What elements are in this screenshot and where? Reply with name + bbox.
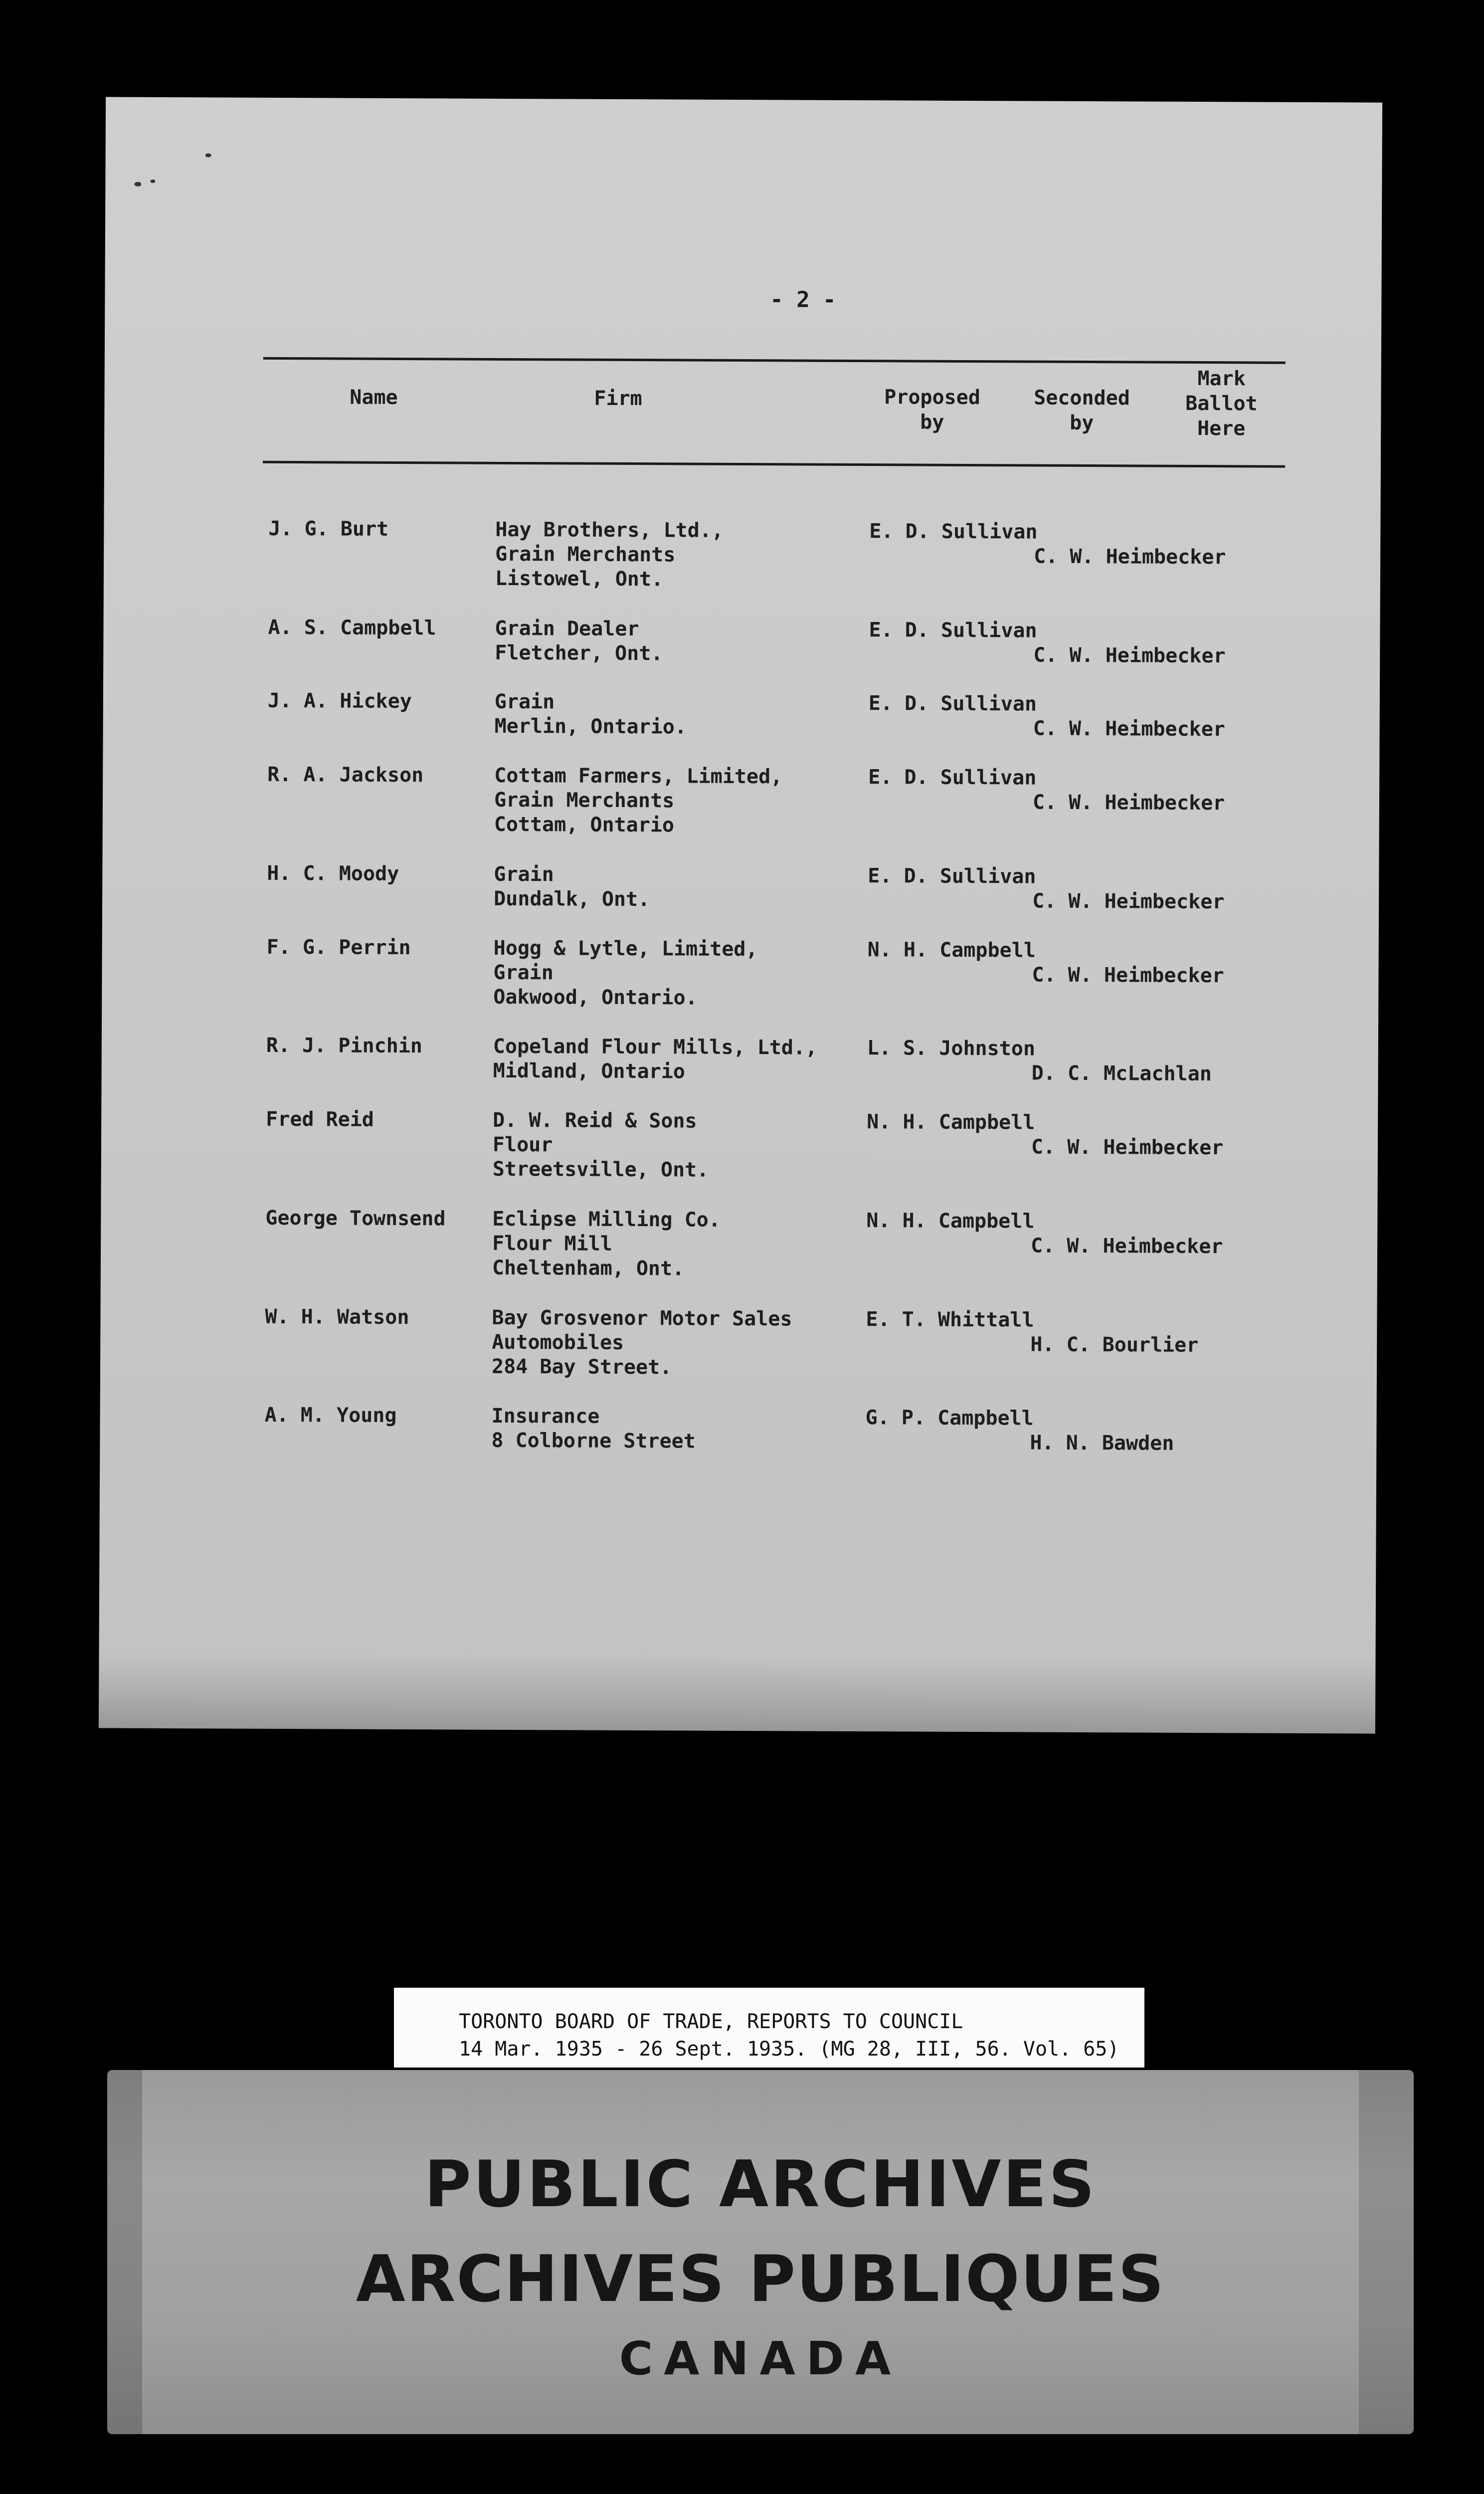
nominee-name: R. J. Pinchin — [266, 1034, 423, 1058]
label-line-2: 14 Mar. 1935 - 26 Sept. 1935. (MG 28, III, 56. Vol. 65) — [459, 2038, 1119, 2061]
seconded-by: C. W. Heimbecker — [1033, 717, 1226, 741]
nominee-name: A. S. Campbell — [268, 616, 436, 640]
proposed-by: G. P. Campbell — [865, 1406, 1034, 1430]
nominee-firm: Hay Brothers, Ltd., Grain Merchants Listowel, Ont. — [495, 518, 724, 591]
page-shadow — [99, 1653, 1376, 1733]
proposed-by: N. H. Campbell — [867, 938, 1036, 962]
header-proposed-by: Proposed by — [884, 386, 980, 434]
proposed-by: N. H. Campbell — [866, 1209, 1035, 1233]
stamp-canada: CANADA — [619, 2332, 902, 2385]
seconded-by: C. W. Heimbecker — [1031, 1135, 1224, 1160]
seconded-by: C. W. Heimbecker — [1032, 889, 1225, 914]
nominee-name: F. G. Perrin — [266, 935, 411, 960]
proposed-by: E. D. Sullivan — [869, 520, 1038, 544]
document-page — [99, 97, 1382, 1733]
nominee-name: W. H. Watson — [265, 1305, 409, 1329]
nominee-firm: Grain Dealer Fletcher, Ont. — [495, 617, 663, 665]
seconded-by: C. W. Heimbecker — [1033, 643, 1226, 668]
nominee-firm: Hogg & Lytle, Limited, Grain Oakwood, Ontario. — [493, 936, 758, 1010]
archive-folder — [107, 2070, 1414, 2434]
stamp-public-archives: PUBLIC ARCHIVES — [424, 2147, 1097, 2222]
header-name: Name — [350, 386, 398, 409]
proposed-by: N. H. Campbell — [867, 1110, 1035, 1134]
proposed-by: E. D. Sullivan — [868, 864, 1036, 888]
archive-reference-label — [394, 1988, 1144, 2068]
nominee-firm: Grain Dundalk, Ont. — [494, 862, 650, 911]
nominee-name: Fred Reid — [266, 1107, 374, 1131]
nominee-firm: Eclipse Milling Co. Flour Mill Cheltenham, Ont. — [492, 1207, 721, 1280]
header-seconded-by: Seconded by — [1034, 386, 1130, 435]
proposed-by: E. D. Sullivan — [868, 692, 1037, 716]
nominee-firm: Insurance 8 Colborne Street — [491, 1404, 696, 1453]
nominee-firm: Grain Merlin, Ontario. — [494, 690, 687, 739]
header-top-rule — [263, 357, 1286, 364]
page-number: - 2 - — [770, 287, 836, 313]
proposed-by: E. D. Sullivan — [868, 766, 1037, 790]
nominee-firm: Bay Grosvenor Motor Sales Automobiles 284 Bay Street. — [491, 1306, 792, 1379]
nominee-firm: Cottam Farmers, Limited, Grain Merchants Cottam, Ontario — [494, 764, 783, 837]
seconded-by: H. C. Bourlier — [1030, 1333, 1199, 1357]
nominee-name: H. C. Moody — [267, 861, 399, 886]
ink-speck — [150, 180, 155, 183]
header-bottom-rule — [263, 461, 1285, 468]
proposed-by: E. T. Whittall — [866, 1308, 1034, 1332]
label-line-1: TORONTO BOARD OF TRADE, REPORTS TO COUNCIL — [459, 2010, 963, 2033]
stamp-archives-publiques: ARCHIVES PUBLIQUES — [356, 2242, 1165, 2316]
nominee-name: J. G. Burt — [268, 517, 389, 541]
header-firm: Firm — [594, 387, 642, 411]
seconded-by: D. C. McLachlan — [1031, 1061, 1212, 1086]
seconded-by: C. W. Heimbecker — [1032, 791, 1225, 815]
header-mark-ballot-here: Mark Ballot Here — [1185, 367, 1258, 440]
nominee-firm: Copeland Flour Mills, Ltd., Midland, Ontario — [493, 1035, 818, 1083]
proposed-by: E. D. Sullivan — [869, 619, 1037, 642]
nominee-name: R. A. Jackson — [267, 763, 424, 787]
ink-speck — [205, 153, 211, 157]
nominee-name: J. A. Hickey — [267, 689, 412, 713]
ink-speck — [134, 182, 141, 187]
seconded-by: C. W. Heimbecker — [1031, 1234, 1223, 1258]
proposed-by: L. S. Johnston — [867, 1037, 1036, 1060]
seconded-by: H. N. Bawden — [1030, 1431, 1174, 1455]
nominee-firm: D. W. Reid & Sons Flour Streetsville, Ont. — [492, 1108, 709, 1182]
nominee-name: George Townsend — [265, 1206, 446, 1231]
seconded-by: C. W. Heimbecker — [1032, 963, 1224, 988]
seconded-by: C. W. Heimbecker — [1034, 545, 1226, 569]
nominee-name: A. M. Young — [264, 1403, 397, 1428]
